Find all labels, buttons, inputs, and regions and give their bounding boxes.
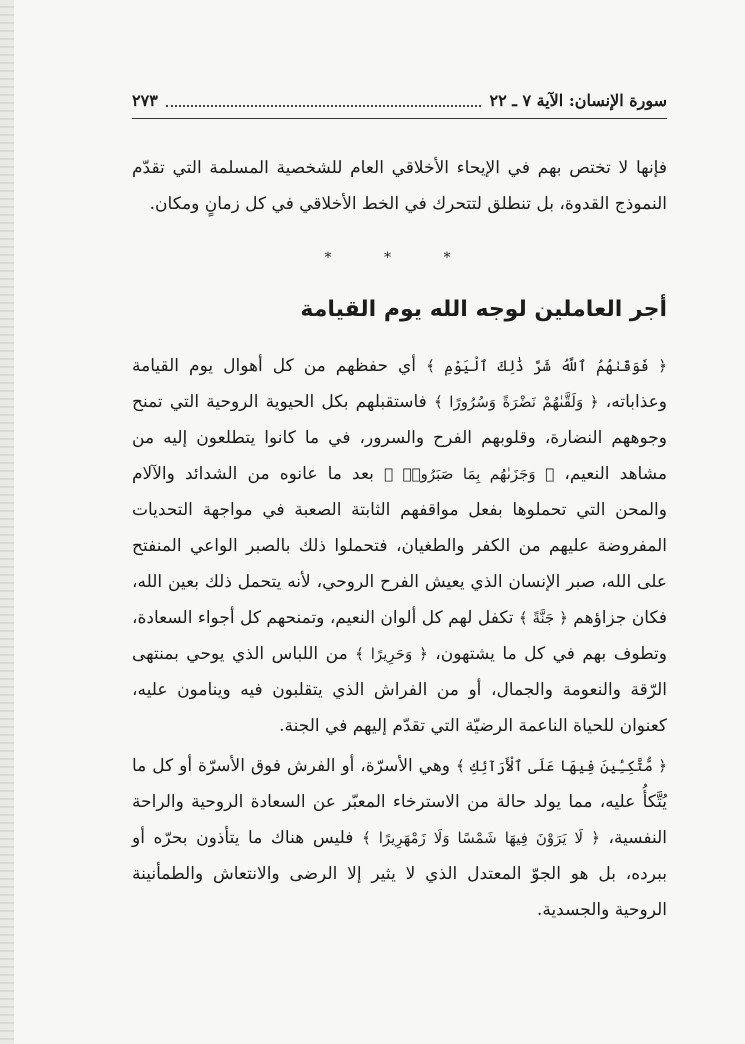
commentary-text: وهي الأسرّة، أو الفرش فوق الأسرّة أو كل ما يُتَّكأُ عليه، مما يولد حالة من الاسترخاء المعبّر عن السعادة الروحية والراحة النفسية، <box>132 756 667 848</box>
intro-paragraph: فإنها لا تختص بهم في الإيحاء الأخلاقي العام للشخصية المسلمة التي تقدّم النموذج القدوة، بل تنطلق لتتحرك في الخط الأخلاقي في كل زمانٍ ومكان. <box>132 158 667 214</box>
quran-verse: ﴿ وَجَزَىٰهُم بِمَا صَبَرُوا۟ ﴾ <box>384 465 555 483</box>
commentary-text: أي حفظهم من كل أهوال يوم القيامة وعذاباته، <box>132 356 667 412</box>
surah-title: سورة الإنسان: الآية ٧ ـ ٢٢ <box>489 90 667 110</box>
paragraph-reward <box>132 348 667 744</box>
quran-verse: ﴿ جَنَّةً ﴾ <box>518 609 568 627</box>
quran-verse: ﴿ وَحَرِيرًا ﴾ <box>355 645 428 663</box>
paragraph-couches <box>132 748 667 928</box>
commentary-text: من اللباس الذي يوحي بمنتهى الرّقة والنعومة والجمال، أو من الفراش الذي يتقلبون فيه وينامون عليه، كعنوان للحياة الناعمة الرضيّة التي تقدّم إليهم في الجنة. <box>132 644 667 736</box>
commentary-text: تكفل لهم كل ألوان النعيم، وتمنحهم كل أجواء السعادة، وتطوف بهم في كل ما يشتهون، <box>132 608 667 664</box>
section-separator: * * * <box>324 250 475 266</box>
quran-verse: ﴿ لَا يَرَوْنَ فِيهَا شَمْسًا وَلَا زَمْهَرِيرًا ﴾ <box>361 829 600 847</box>
commentary-text: فاستقبلهم بكل الحيوية الروحية التي تمنح وجوههم النضارة، وقلوبهم الفرح والسرور، في ما كانوا يتطلعون إليه من مشاهد النعيم، <box>132 392 668 484</box>
quran-verse: ﴿ وَلَقَّىٰهُمْ نَضْرَةً وَسُرُورًا ﴾ <box>433 393 599 411</box>
page-edge <box>0 0 15 1044</box>
commentary-text: بعد ما عانوه من الشدائد والآلام والمحن التي تحملوها بفعل مواقفهم الثابتة الصعبة في مواجهة التحديات المفروضة عليهم من الكفر والطغيان، فتحملوا ذلك بالصبر الواعي المنفتح على الله، صبر الإنسان الذي يعيش الفرح الروحي، لأنه يتحمل ذلك بعين الله، فكان جزاؤهم <box>132 464 667 628</box>
page-number: ٢٧٣ <box>132 90 158 110</box>
page-body <box>132 150 667 928</box>
quran-verse: ﴿ مُّتَّكِـِٔينَ فِيهَا عَلَى ٱلْأَرَآئِكِ ﴾ <box>455 757 667 775</box>
running-header <box>132 86 667 114</box>
commentary-text: فليس هناك ما يتأذون بحرّه أو ببرده، بل هو الجوّ المعتدل الذي لا يثير إلا الرضى والانتعاش والطمأنينة الروحية والجسدية. <box>132 828 667 920</box>
header-leader-dots <box>166 105 482 107</box>
section-heading: أجر العاملين لوجه الله يوم القيامة <box>300 297 667 322</box>
quran-verse: ﴿ فَوَقَىٰهُمُ ٱللَّهُ شَرَّ ذَٰلِكَ ٱلْيَوْمِ ﴾ <box>426 357 667 375</box>
book-page <box>14 0 745 1044</box>
header-rule <box>132 118 667 119</box>
